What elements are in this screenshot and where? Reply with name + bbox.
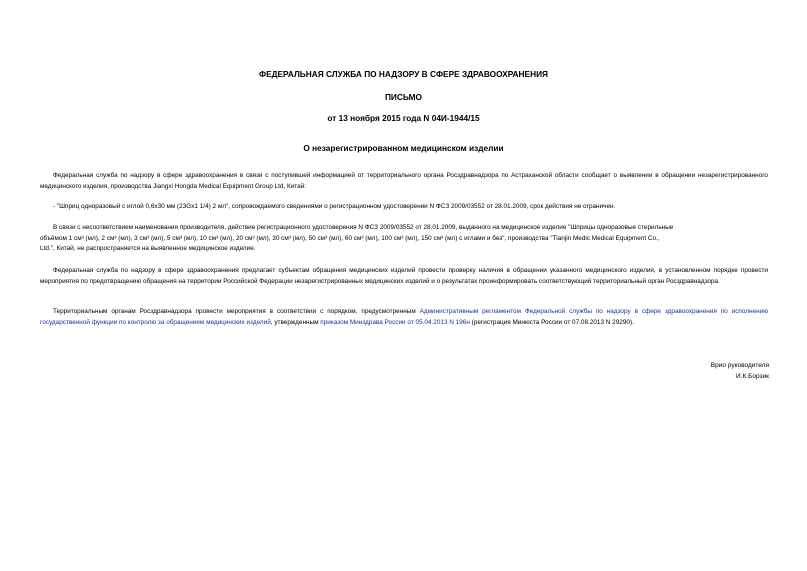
paragraph-5 xyxy=(40,307,768,328)
subject-heading: О незарегистрированном медицинском изделии xyxy=(303,143,504,153)
paragraph-3-line-2: объёмом 1 см³ (мл), 2 см³ (мл), 3 см³ (мл), 5 см³ (мл), 10 см³ (мл), 20 см³ (мл), 30 см³ (мл), 50 см³ (мл), 60 см³ (мл), 100 см³ (мл), 150 см³ (мл) с иглами и без", производства "Tianjin Medic Medical Equipment Co., xyxy=(40,234,660,242)
paragraph-5-text-c: (регистрация Минюста России от 07.08.2013 N 29290). xyxy=(469,318,634,326)
paragraph-3-line-1: В связи с несоответствием наименования производителя, действие регистрационного удостоверения N ФСЗ 2009/03552 от 28.01.2009, выданного на медицинское изделие "Шприцы одноразовые стерильные xyxy=(53,224,674,231)
paragraph-1 xyxy=(40,171,768,192)
doc-type-heading: ПИСЬМО xyxy=(384,92,423,102)
date-number-heading: от 13 ноября 2015 года N 04И-1944/15 xyxy=(327,113,480,123)
order-link[interactable]: приказом Минздрава России от 05.04.2013 N 196н xyxy=(320,318,470,326)
paragraph-2-text: - "Шприц одноразовый с иглой 0,6х30 мм (23Gх1 1/4) 2 мл", сопровождаемого сведениями о регистрационном удостоверении N ФСЗ 2009/03552 от 28.01.2009, срок действия не ограничен. xyxy=(53,203,616,210)
paragraph-5-text-b: , утвержденным xyxy=(270,318,321,326)
agency-heading: ФЕДЕРАЛЬНАЯ СЛУЖБА ПО НАДЗОРУ В СФЕРЕ ЗДРАВООХРАНЕНИЯ xyxy=(259,69,548,79)
paragraph-4-text: Федеральная служба по надзору в сфере здравоохранения предлагает субъектам обращения медицинских изделий провести проверку наличия в обращении указанного медицинского изделия, в установленном порядке провести мероприятия по предотвращению обращения на территории Российской Федерации незарегистрированных медицинских изделий и о результатах проинформировать соответствующий территориальный орган Росздравнадзора. xyxy=(40,267,768,285)
paragraph-4 xyxy=(40,266,768,287)
regulation-link[interactable]: Административным регламентом Федеральной службы по надзору в сфере здравоохранения по исполнению государственной функции по контролю за обращением медицинских изделий xyxy=(40,308,768,326)
signature-title: Врио руководителя xyxy=(710,362,769,369)
signature-name: И.К.Борзик xyxy=(736,373,769,380)
paragraph-2 xyxy=(40,202,768,213)
paragraph-3 xyxy=(40,223,768,255)
paragraph-3-line-3: Ltd.", Китай, не распространяется на выявленное медицинское изделие. xyxy=(40,245,256,252)
paragraph-5-text-a: Территориальным органам Росздравнадзора провести мероприятия в соответствии с порядком, предусмотренным xyxy=(53,308,420,315)
paragraph-1-text: Федеральная служба по надзору в сфере здравоохранения в связи с поступившей информацией от территориального органа Росздравнадзора по Астраханской области сообщает о выявлении в обращении незарегистрированного медицинского изделия, производства Jiangxi Hongda Medical Equipment Group Ltd, Китай: xyxy=(40,172,768,190)
